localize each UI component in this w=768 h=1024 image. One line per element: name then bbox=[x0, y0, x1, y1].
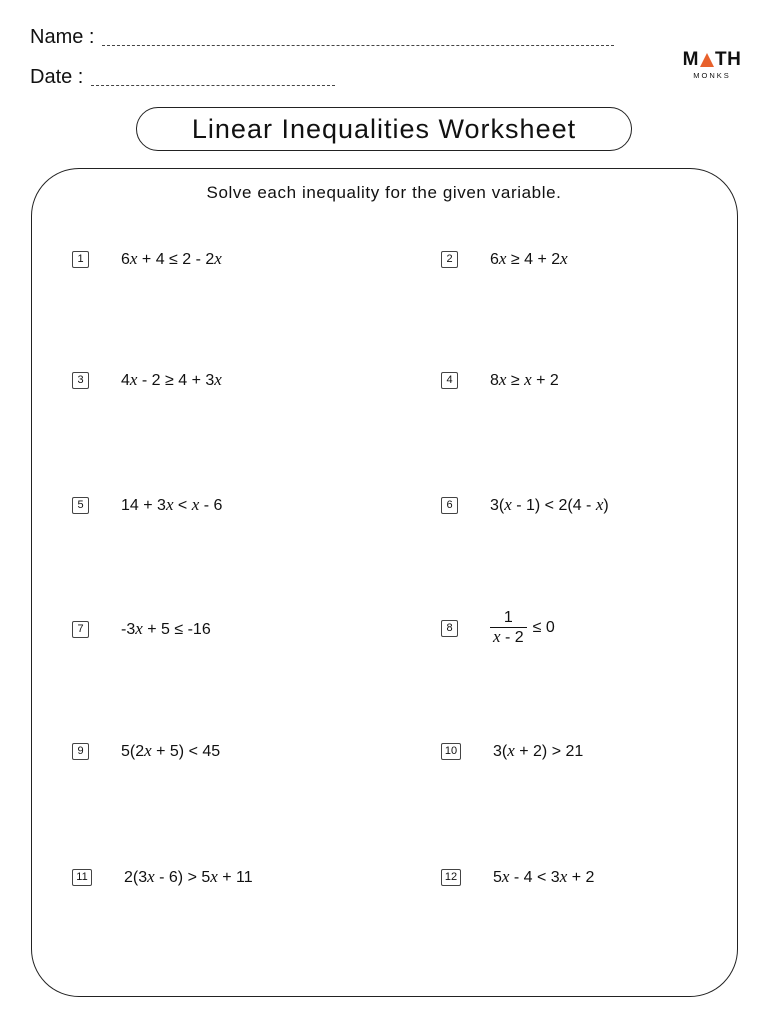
problem-number: 7 bbox=[72, 621, 89, 638]
problem-number: 8 bbox=[441, 620, 458, 637]
fraction-numerator: 1 bbox=[503, 609, 513, 626]
problem-item bbox=[72, 370, 222, 390]
problem-number: 5 bbox=[72, 497, 89, 514]
problem-inequality: 4x - 2 ≥ 4 + 3x bbox=[121, 370, 222, 389]
problem-item bbox=[441, 609, 555, 647]
problem-number: 1 bbox=[72, 251, 89, 268]
problem-item bbox=[441, 741, 583, 761]
problem-inequality: 6x + 4 ≤ 2 - 2x bbox=[121, 249, 222, 268]
problem-number: 9 bbox=[72, 743, 89, 760]
problem-inequality: 5(2x + 5) < 45 bbox=[121, 741, 221, 760]
problem-item bbox=[72, 867, 253, 887]
problem-item bbox=[441, 867, 594, 887]
problem-inequality: 6x ≥ 4 + 2x bbox=[490, 249, 568, 268]
name-line[interactable] bbox=[102, 45, 614, 46]
inequality-rest: ≤ 0 bbox=[532, 619, 555, 636]
instructions: Solve each inequality for the given variable. bbox=[206, 183, 562, 202]
problem-item bbox=[72, 619, 211, 639]
problem-item bbox=[72, 249, 222, 269]
name-label: Name : bbox=[30, 26, 95, 48]
fraction-denominator: x - 2 bbox=[490, 627, 527, 647]
problem-number: 2 bbox=[441, 251, 458, 268]
date-label: Date : bbox=[30, 66, 84, 88]
problem-inequality bbox=[490, 609, 555, 647]
problem-item bbox=[441, 249, 568, 269]
problem-inequality: 3(x - 1) < 2(4 - x) bbox=[490, 495, 609, 514]
name-field[interactable] bbox=[30, 26, 614, 49]
problem-inequality: 5x - 4 < 3x + 2 bbox=[493, 867, 595, 886]
fraction bbox=[490, 609, 527, 647]
date-field[interactable] bbox=[30, 66, 335, 89]
logo-subtitle: MONKS bbox=[693, 71, 731, 80]
problem-item bbox=[72, 495, 222, 515]
logo-letters-right: TH bbox=[715, 49, 742, 70]
worksheet-title: Linear Inequalities Worksheet bbox=[136, 107, 632, 151]
problem-item bbox=[441, 370, 559, 390]
problem-number: 3 bbox=[72, 372, 89, 389]
problem-inequality: 8x ≥ x + 2 bbox=[490, 370, 559, 389]
problem-number: 10 bbox=[441, 743, 461, 760]
problem-inequality: 14 + 3x < x - 6 bbox=[121, 495, 223, 514]
problem-inequality: 3(x + 2) > 21 bbox=[493, 741, 584, 760]
problem-item bbox=[441, 495, 609, 515]
problem-number: 11 bbox=[72, 869, 92, 886]
problem-inequality: 2(3x - 6) > 5x + 11 bbox=[124, 867, 253, 886]
logo-triangle-icon bbox=[700, 53, 714, 67]
problem-number: 4 bbox=[441, 372, 458, 389]
problem-number: 12 bbox=[441, 869, 461, 886]
math-monks-logo bbox=[680, 50, 744, 80]
problem-inequality: -3x + 5 ≤ -16 bbox=[121, 619, 211, 638]
problem-item bbox=[72, 741, 220, 761]
logo-letters-left: M bbox=[682, 49, 699, 70]
problem-number: 6 bbox=[441, 497, 458, 514]
date-line[interactable] bbox=[91, 85, 335, 86]
